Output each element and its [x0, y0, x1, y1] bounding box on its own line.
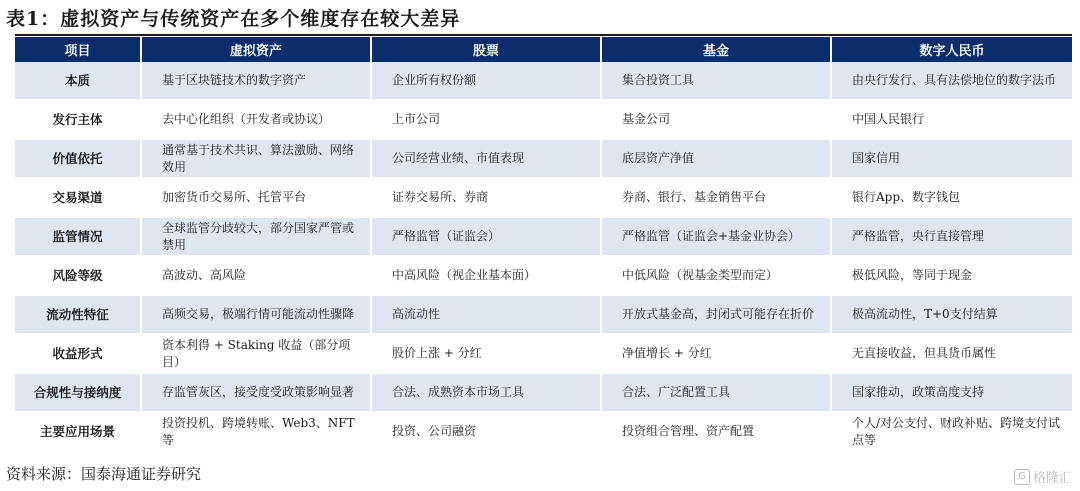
table-cell: 投资、公司融资	[372, 413, 602, 452]
row-label: 价值依托	[15, 140, 142, 179]
table-title: 表1：虚拟资产与传统资产在多个维度存在较大差异	[6, 8, 461, 30]
table-cell: 严格监管，央行直接管理	[832, 218, 1072, 257]
table-row	[15, 296, 1072, 335]
table-cell: 中国人民银行	[832, 101, 1072, 140]
watermark-logo-icon: G	[1014, 469, 1030, 485]
table-cell: 存监管灰区，接受度受政策影响显著	[142, 374, 372, 413]
table-cell: 全球监管分歧较大，部分国家严管或禁用	[142, 218, 372, 257]
table-cell: 高流动性	[372, 296, 602, 335]
row-label: 收益形式	[15, 335, 142, 374]
table-row	[15, 374, 1072, 413]
watermark-text: 格隆汇	[1032, 471, 1072, 486]
table-cell: 中低风险（视基金类型而定）	[602, 257, 832, 296]
source-note: 资料来源：国泰海通证券研究	[6, 465, 202, 483]
table-cell: 无直接收益，但具货币属性	[832, 335, 1072, 374]
table-cell: 基金公司	[602, 101, 832, 140]
watermark	[1014, 467, 1072, 486]
table-cell: 基于区块链技术的数字资产	[142, 62, 372, 101]
header-item: 项目	[15, 37, 142, 62]
table-row	[15, 257, 1072, 296]
table-cell: 极低风险，等同于现金	[832, 257, 1072, 296]
table-cell: 券商、银行、基金销售平台	[602, 179, 832, 218]
title-rule	[15, 34, 1072, 36]
row-label: 发行主体	[15, 101, 142, 140]
table-cell: 资本利得 + Staking 收益（部分项目）	[142, 335, 372, 374]
table-row	[15, 101, 1072, 140]
table-cell: 底层资产净值	[602, 140, 832, 179]
row-label: 风险等级	[15, 257, 142, 296]
table-cell: 公司经营业绩、市值表现	[372, 140, 602, 179]
table-cell: 合法、广泛配置工具	[602, 374, 832, 413]
table-cell: 净值增长 + 分红	[602, 335, 832, 374]
table-cell: 投资组合管理、资产配置	[602, 413, 832, 452]
table-row	[15, 62, 1072, 101]
row-label: 主要应用场景	[15, 413, 142, 452]
table-cell: 高波动、高风险	[142, 257, 372, 296]
table-row	[15, 413, 1072, 452]
row-label: 交易渠道	[15, 179, 142, 218]
row-label: 监管情况	[15, 218, 142, 257]
table-cell: 银行App、数字钱包	[832, 179, 1072, 218]
row-label: 合规性与接纳度	[15, 374, 142, 413]
table-header-row	[15, 37, 1072, 62]
table-cell: 国家信用	[832, 140, 1072, 179]
table-cell: 由央行发行、具有法偿地位的数字法币	[832, 62, 1072, 101]
table-row	[15, 140, 1072, 179]
table-cell: 开放式基金高，封闭式可能存在折价	[602, 296, 832, 335]
comparison-table	[15, 37, 1072, 452]
table-cell: 上市公司	[372, 101, 602, 140]
table-cell: 证券交易所、券商	[372, 179, 602, 218]
table-cell: 高频交易，极端行情可能流动性骤降	[142, 296, 372, 335]
table-cell: 股价上涨 + 分红	[372, 335, 602, 374]
table-cell: 通常基于技术共识、算法激励、网络效用	[142, 140, 372, 179]
table-cell: 去中心化组织（开发者或协议）	[142, 101, 372, 140]
header-virtual-asset: 虚拟资产	[142, 37, 372, 62]
table-row	[15, 179, 1072, 218]
table-cell: 企业所有权份额	[372, 62, 602, 101]
header-digital-rmb: 数字人民币	[832, 37, 1072, 62]
table-cell: 投资投机、跨境转账、Web3、NFT等	[142, 413, 372, 452]
table-cell: 集合投资工具	[602, 62, 832, 101]
row-label: 流动性特征	[15, 296, 142, 335]
row-label: 本质	[15, 62, 142, 101]
table-cell: 国家推动，政策高度支持	[832, 374, 1072, 413]
table-cell: 个人/对公支付、财政补贴、跨境支付试点等	[832, 413, 1072, 452]
table-cell: 严格监管（证监会）	[372, 218, 602, 257]
header-fund: 基金	[602, 37, 832, 62]
header-stock: 股票	[372, 37, 602, 62]
table-row	[15, 335, 1072, 374]
table-cell: 极高流动性，T+0支付结算	[832, 296, 1072, 335]
table-cell: 严格监管（证监会+基金业协会）	[602, 218, 832, 257]
table-cell: 中高风险（视企业基本面）	[372, 257, 602, 296]
table-cell: 加密货币交易所、托管平台	[142, 179, 372, 218]
table-cell: 合法、成熟资本市场工具	[372, 374, 602, 413]
table-row	[15, 218, 1072, 257]
